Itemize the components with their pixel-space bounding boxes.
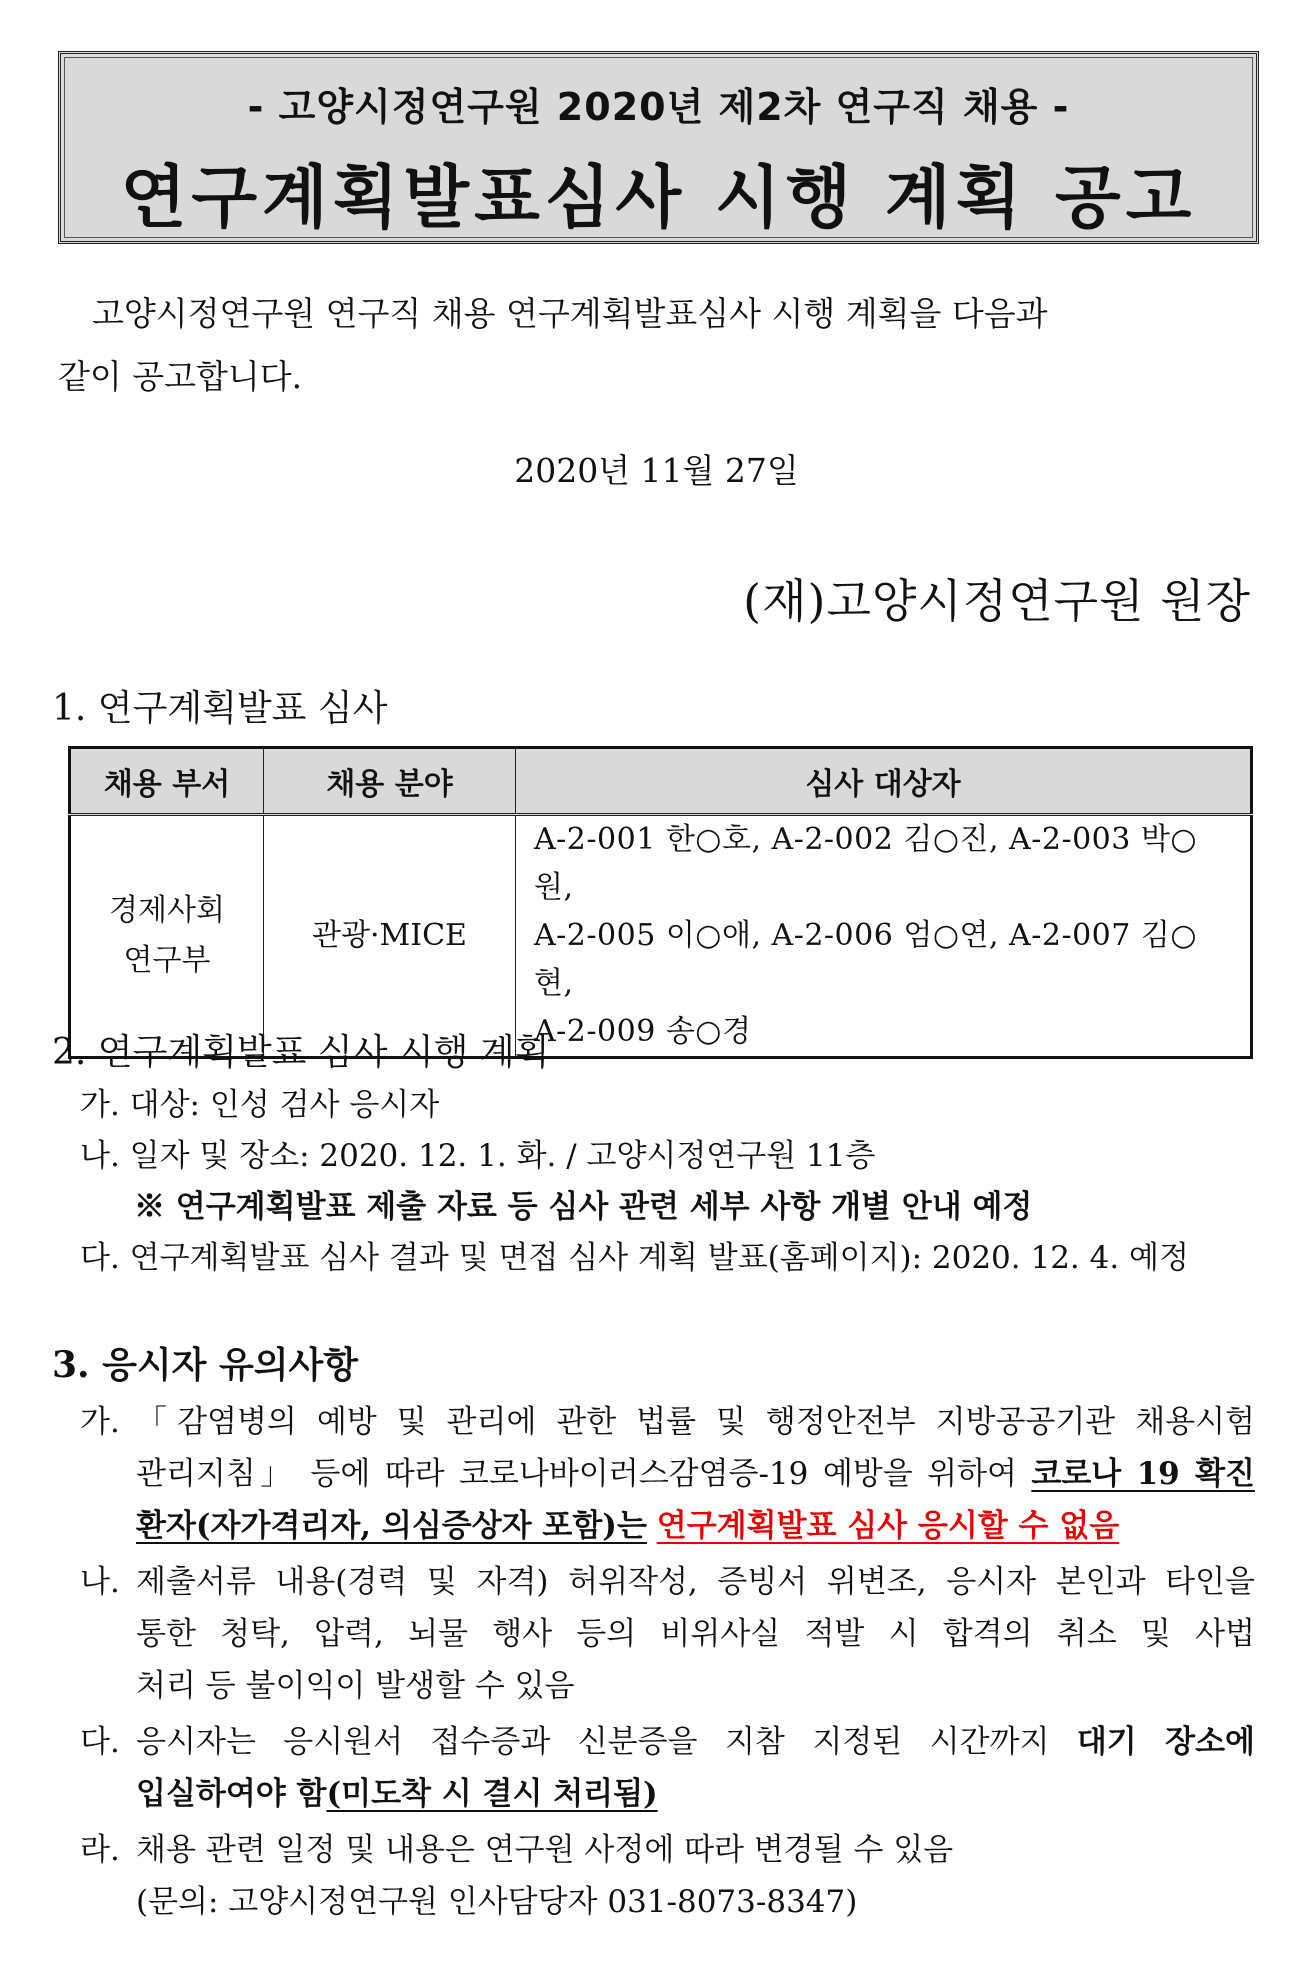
notice-na-line-3 xyxy=(80,1660,1255,1712)
notice-da-absence: (미도착 시 결시 처리됨) xyxy=(326,1776,658,1812)
table-header-row xyxy=(70,748,1252,815)
candidate-line-1: A-2-001 한○호, A-2-002 김○진, A-2-003 박○원, xyxy=(534,822,1198,905)
cell-department xyxy=(70,815,264,1058)
cell-candidates xyxy=(516,815,1252,1058)
intro-line-2: 같이 공고합니다. xyxy=(58,357,303,396)
notice-da-enter: 입실하여야 함 xyxy=(136,1776,327,1812)
table-row xyxy=(70,815,1252,1058)
notice-na-marker: 나. xyxy=(80,1564,120,1600)
recruitment-table xyxy=(68,746,1253,1059)
section-2-heading: 2. 연구계획발표 심사 시행 계획 xyxy=(52,1032,550,1073)
department-line-2: 연구부 xyxy=(123,943,211,978)
notice-na-line-2-text: 통한 청탁, 압력, 뇌물 행사 등의 비위사실 적발 시 합격의 취소 및 사법 xyxy=(136,1616,1255,1652)
section-2-item-da: 다. 연구계획발표 심사 결과 및 면접 심사 계획 발표(홈페이지): 2020. 12. 4. 예정 xyxy=(80,1240,1189,1276)
notice-ga-line-3 xyxy=(80,1500,1255,1552)
notice-da-emphasis: 대기 장소에 xyxy=(1076,1724,1255,1760)
notice-ra-contact xyxy=(80,1876,1255,1928)
notice-ga-line-2-text: 관리지침」 등에 따라 코로나바이러스감염증-19 예방을 위하여 xyxy=(136,1456,1032,1492)
section-2-item-ga: 가. 대상: 인성 검사 응시자 xyxy=(80,1087,440,1123)
notice-da-marker: 다. xyxy=(80,1724,120,1760)
notice-na xyxy=(80,1556,1255,1608)
notice-ga-emphasis-2: 환자(자가격리자, 의심증상자 포함)는 xyxy=(136,1508,647,1544)
announcement-title: 연구계획발표심사 시행 계획 공고 xyxy=(120,159,1197,238)
department-line-1: 경제사회 xyxy=(109,893,225,928)
section-2-note: ※ 연구계획발표 제출 자료 등 심사 관련 세부 사항 개별 안내 예정 xyxy=(134,1189,1033,1225)
intro-line-1: 고양시정연구원 연구직 채용 연구계획발표심사 시행 계획을 다음과 xyxy=(92,294,1048,333)
notice-ga-marker: 가. xyxy=(80,1404,120,1440)
section-2-item-na: 나. 일자 및 장소: 2020. 12. 1. 화. / 고양시정연구원 11층 xyxy=(80,1138,876,1174)
header-field: 채용 분야 xyxy=(264,748,516,815)
candidate-line-3: A-2-009 송○경 xyxy=(534,1014,752,1049)
notice-ra xyxy=(80,1824,1255,1876)
section-3-items xyxy=(80,1396,1255,1928)
header-candidates: 심사 대상자 xyxy=(516,748,1252,815)
notice-da xyxy=(80,1716,1255,1768)
announcement-date: 2020년 11월 27일 xyxy=(514,451,799,490)
section-3-heading: 3. 응시자 유의사항 xyxy=(52,1344,359,1386)
contact-info: (문의: 고양시정연구원 인사담당자 031-8073-8347) xyxy=(136,1884,858,1920)
notice-ga-line-2 xyxy=(80,1448,1255,1500)
notice-na-line-2 xyxy=(80,1608,1255,1660)
announcement-subtitle: - 고양시정연구원 2020년 제2차 연구직 채용 - xyxy=(247,85,1070,129)
notice-ga xyxy=(80,1396,1255,1448)
notice-ra-line-1: 채용 관련 일정 및 내용은 연구원 사정에 따라 변경될 수 있음 xyxy=(136,1832,954,1868)
intro-paragraph xyxy=(58,282,1253,408)
candidate-line-2: A-2-005 이○애, A-2-006 엄○연, A-2-007 김○현, xyxy=(534,918,1198,1001)
section-1-heading: 1. 연구계획발표 심사 xyxy=(52,688,388,729)
notice-ga-emphasis-1: 코로나 19 확진 xyxy=(1031,1456,1255,1492)
cell-field: 관광·MICE xyxy=(264,815,516,1058)
title-box xyxy=(58,51,1259,244)
notice-na-line-1: 제출서류 내용(경력 및 자격) 허위작성, 증빙서 위변조, 응시자 본인과 타인을 xyxy=(136,1564,1255,1600)
section-2-items xyxy=(80,1080,1189,1284)
header-department: 채용 부서 xyxy=(70,748,264,815)
notice-ga-warning: 연구계획발표 심사 응시할 수 없음 xyxy=(656,1508,1120,1544)
notice-ra-marker: 라. xyxy=(80,1832,120,1868)
notice-da-line-1: 응시자는 응시원서 접수증과 신분증을 지참 지정된 시간까지 xyxy=(136,1724,1077,1760)
signer: (재)고양시정연구원 원장 xyxy=(743,574,1251,628)
notice-ga-line-1: 「감염병의 예방 및 관리에 관한 법률 및 행정안전부 지방공공기관 채용시험 xyxy=(136,1404,1255,1440)
notice-na-line-3-text: 처리 등 불이익이 발생할 수 있음 xyxy=(136,1668,575,1704)
notice-da-line-2 xyxy=(80,1768,1255,1820)
